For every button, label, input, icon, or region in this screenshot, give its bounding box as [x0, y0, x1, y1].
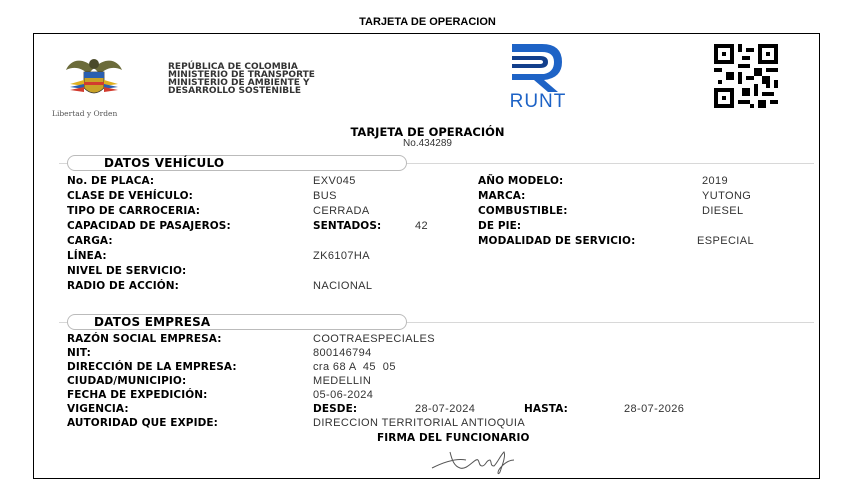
document-title: TARJETA DE OPERACIÓN — [350, 125, 505, 139]
label: VIGENCIA: — [67, 403, 129, 415]
label: MARCA: — [478, 190, 526, 202]
section-title: DATOS VEHÍCULO — [104, 156, 225, 170]
value: CERRADA — [313, 205, 370, 217]
label: DESDE: — [313, 403, 358, 415]
label: RADIO DE ACCIÓN: — [67, 280, 179, 292]
value: DIRECCION TERRITORIAL ANTIOQUIA — [313, 417, 526, 429]
section-header-vehiculo — [67, 155, 407, 171]
label: FECHA DE EXPEDICIÓN: — [67, 389, 208, 401]
label: MODALIDAD DE SERVICIO: — [478, 235, 636, 247]
signature-label: FIRMA DEL FUNCIONARIO — [377, 432, 530, 444]
gov-line: REPÚBLICA DE COLOMBIA — [168, 62, 298, 72]
section-title: DATOS EMPRESA — [94, 315, 211, 329]
label: NIT: — [67, 347, 91, 359]
gov-line: DESARROLLO SOSTENIBLE — [168, 86, 302, 96]
label: CAPACIDAD DE PASAJEROS: — [67, 220, 231, 232]
runt-logo-text: RUNT — [509, 91, 567, 112]
value: COOTRAESPECIALES — [313, 333, 435, 345]
value: cra 68 A 45 05 — [313, 361, 396, 373]
value: BUS — [313, 190, 337, 202]
value: EXV045 — [313, 175, 356, 187]
gov-line: MINISTERIO DE TRANSPORTE — [168, 70, 315, 80]
value: 2019 — [702, 175, 729, 187]
label: RAZÓN SOCIAL EMPRESA: — [67, 333, 222, 345]
value: DIESEL — [702, 205, 744, 217]
value: 800146794 — [313, 347, 372, 359]
page-title: TARJETA DE OPERACION — [359, 16, 496, 28]
label: DE PIE: — [478, 220, 522, 232]
label: CIUDAD/MUNICIPIO: — [67, 375, 187, 387]
value: 42 — [415, 220, 429, 232]
value: 28-07-2024 — [415, 403, 476, 415]
label: CLASE DE VEHÍCULO: — [67, 190, 193, 202]
value: 05-06-2024 — [313, 389, 374, 401]
signature-icon — [426, 444, 526, 478]
motto-text: Libertad y Orden — [52, 109, 118, 118]
label: SENTADOS: — [313, 220, 382, 232]
value: ZK6107HA — [313, 250, 371, 262]
label: COMBUSTIBLE: — [478, 205, 568, 217]
coat-of-arms-icon — [64, 54, 124, 110]
operation-card — [33, 33, 820, 479]
value: YUTONG — [702, 190, 752, 202]
label: CARGA: — [67, 235, 113, 247]
label: HASTA: — [524, 403, 568, 415]
label: TIPO DE CARROCERIA: — [67, 205, 201, 217]
gov-line: MINISTERIO DE AMBIENTE Y — [168, 78, 310, 88]
value: ESPECIAL — [697, 235, 755, 247]
label: No. DE PLACA: — [67, 175, 155, 187]
value: NACIONAL — [313, 280, 373, 292]
label: AUTORIDAD QUE EXPIDE: — [67, 417, 218, 429]
section-header-empresa — [67, 314, 407, 330]
label: AÑO MODELO: — [478, 175, 564, 187]
label: NIVEL DE SERVICIO: — [67, 265, 187, 277]
value: 28-07-2026 — [624, 403, 685, 415]
label: LÍNEA: — [67, 250, 107, 262]
qr-code-icon — [714, 44, 778, 108]
runt-logo-icon — [508, 38, 568, 94]
document-number: No.434289 — [403, 138, 452, 149]
label: DIRECCIÓN DE LA EMPRESA: — [67, 361, 237, 373]
value: MEDELLIN — [313, 375, 372, 387]
